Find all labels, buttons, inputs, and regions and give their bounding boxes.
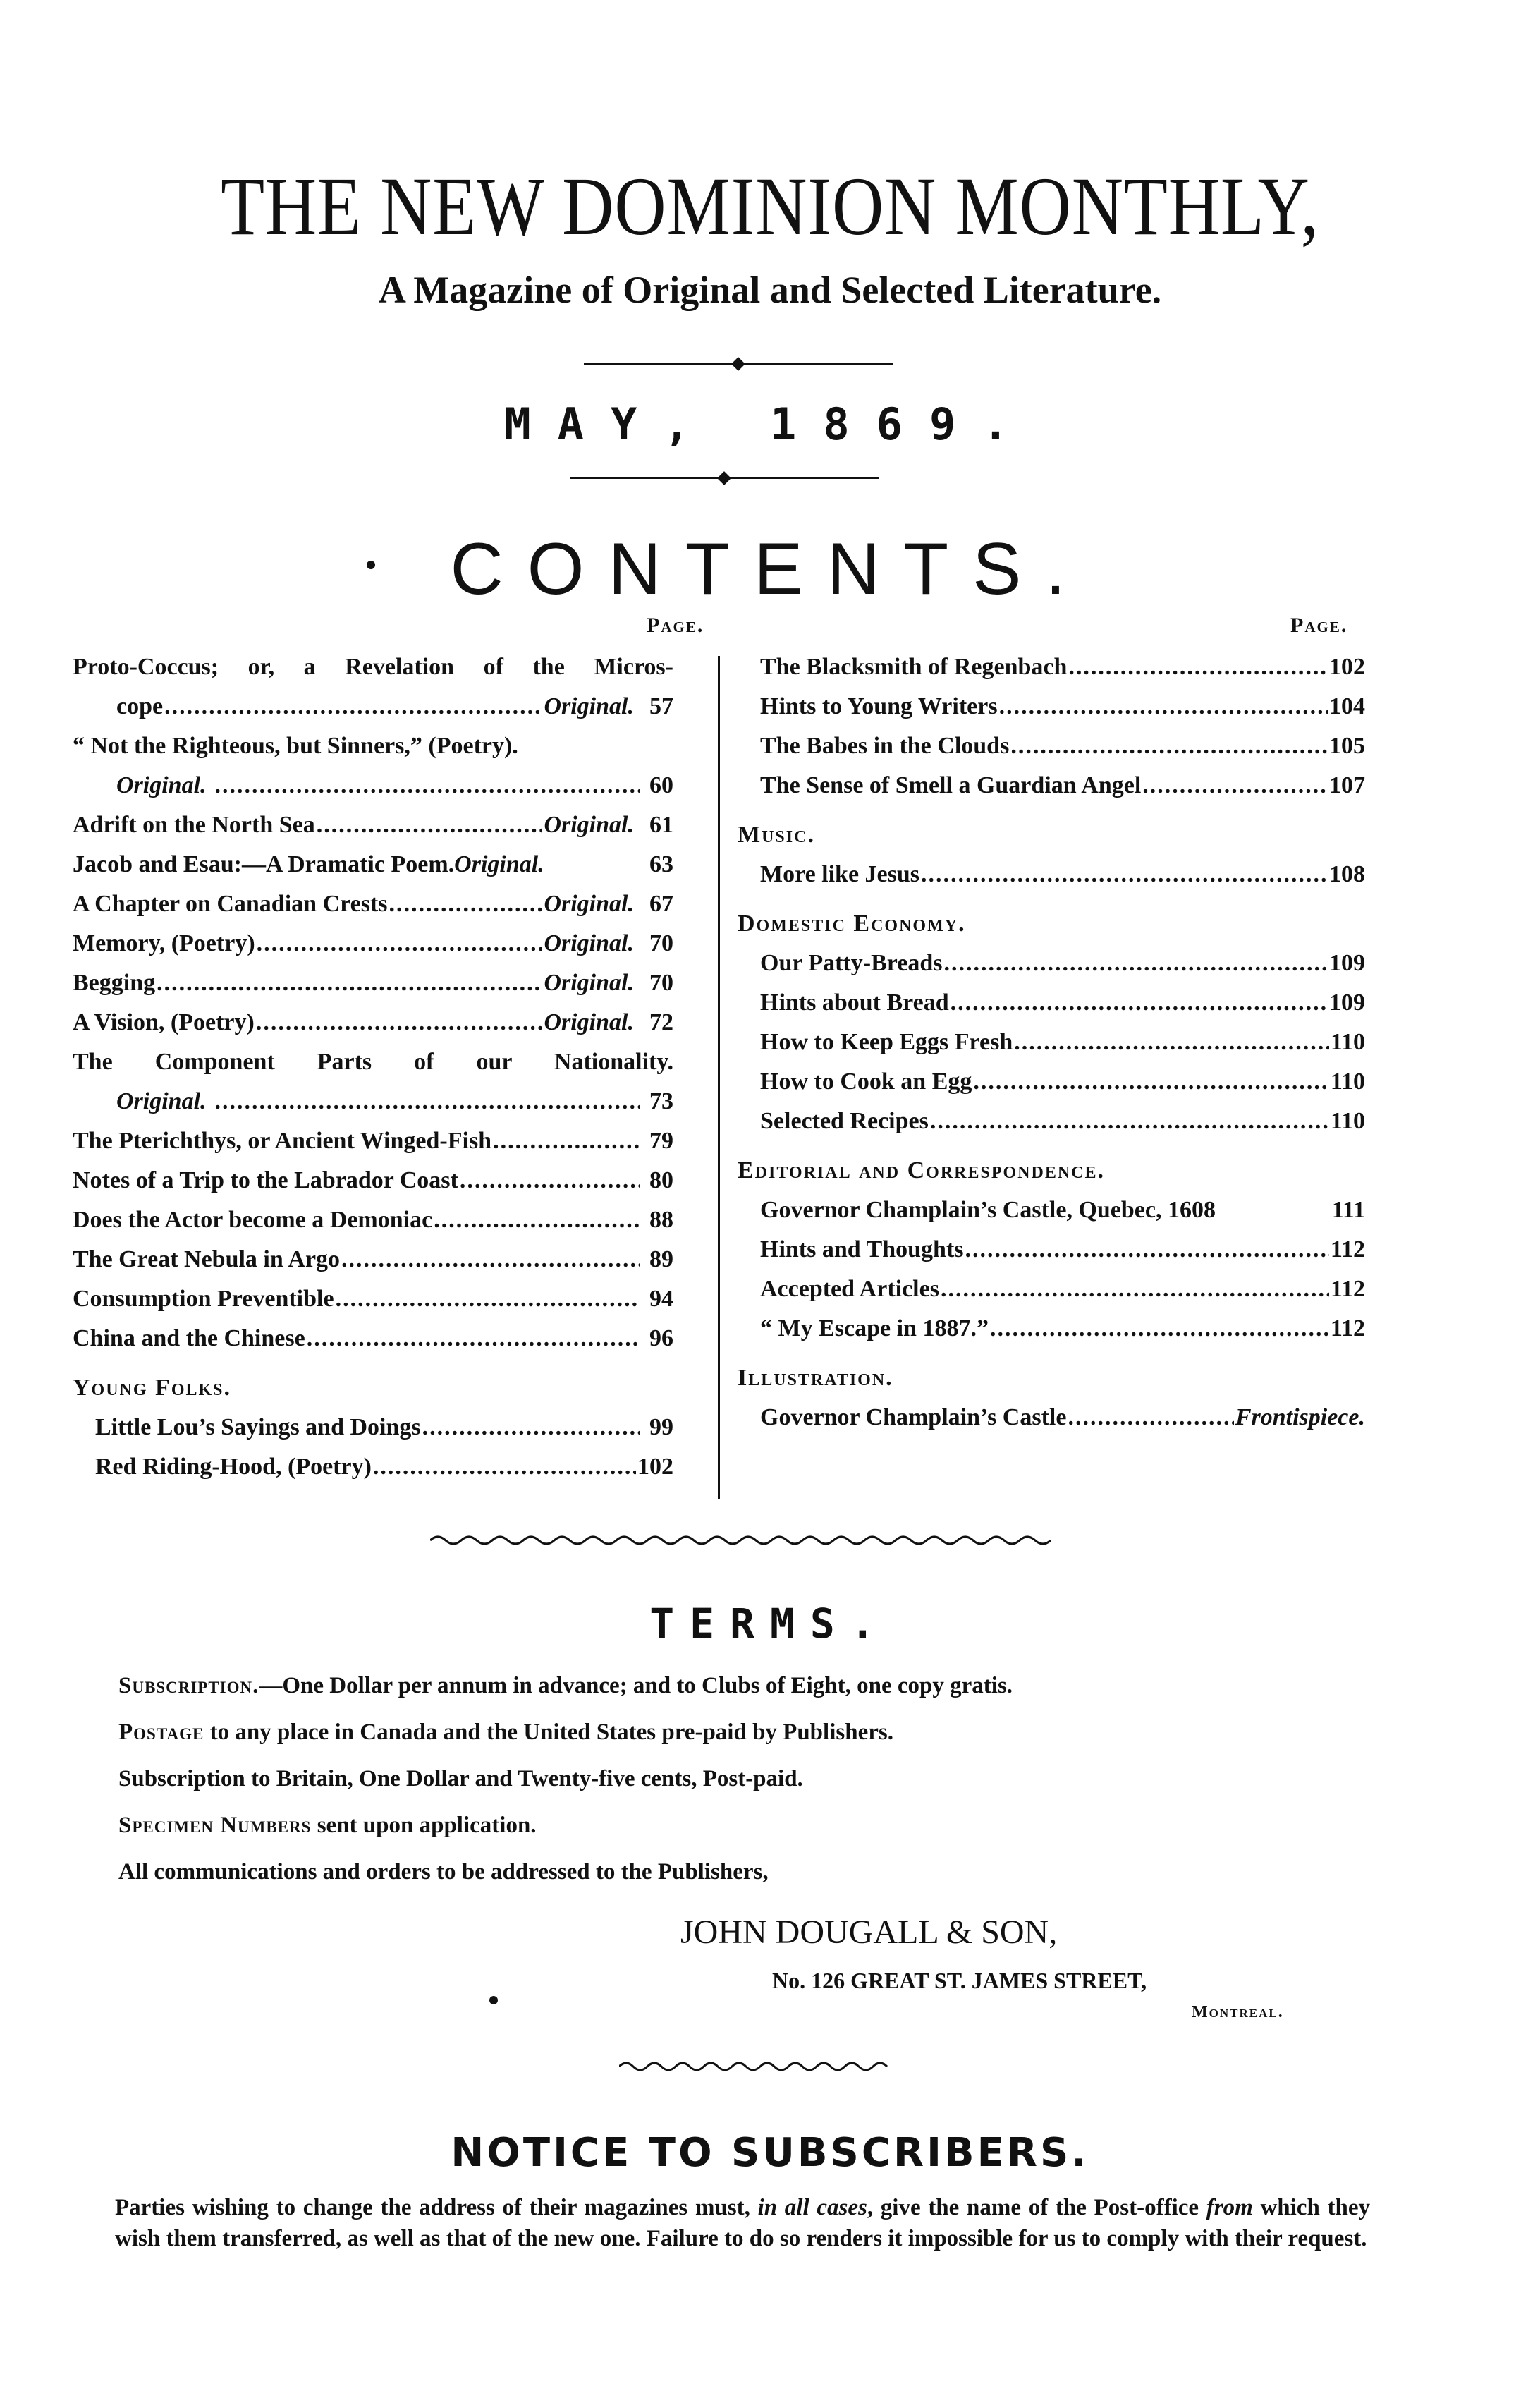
masthead-subtitle: A Magazine of Original and Selected Literature. <box>378 269 1162 311</box>
toc-entry: Proto-Coccus; or, a Revelation of the Micros- <box>73 654 673 680</box>
contents-right-column <box>738 647 1365 1437</box>
terms-specimen: Specimen Numbers sent upon application. <box>118 1813 537 1838</box>
terms-postage: Postage to any place in Canada and the United States pre-paid by Publishers. <box>118 1720 893 1745</box>
toc-entry: Governor Champlain’s Castle, Quebec, 1608 111 <box>760 1197 1365 1223</box>
toc-entry: Our Patty-Breads ..... 109 <box>738 944 1365 983</box>
toc-entry: The Component Parts of our Nationality. <box>73 1049 673 1075</box>
toc-entry: More like Jesus ..... 108 <box>738 855 1365 894</box>
terms-address-line: All communications and orders to be addressed to the Publishers, <box>118 1859 769 1885</box>
toc-entry: Little Lou’s Sayings and Doings ..... 99 <box>73 1408 673 1447</box>
toc-entry: Governor Champlain’s Castle ..... Frontispiece. <box>738 1398 1365 1437</box>
notice-heading: NOTICE TO SUBSCRIBERS. <box>451 2130 1089 2176</box>
wavy-divider-2 <box>619 2058 901 2075</box>
publisher-name: JOHN DOUGALL & SON, <box>680 1913 1058 1951</box>
column-divider <box>718 656 720 1499</box>
terms-heading: TERMS. <box>649 1600 891 1648</box>
section-heading-illustration: Illustration. <box>738 1365 893 1391</box>
terms-britain: Subscription to Britain, One Dollar and Twenty-five cents, Post-paid. <box>118 1766 803 1791</box>
toc-entry: A Vision, (Poetry) ..... Original. 72 <box>73 1003 673 1042</box>
toc-entry: The Babes in the Clouds ..... 105 <box>738 726 1365 766</box>
toc-entry: China and the Chinese ..... 96 <box>73 1319 673 1358</box>
toc-entry: Notes of a Trip to the Labrador Coast ..... 80 <box>73 1161 673 1200</box>
section-heading-music: Music. <box>738 822 815 848</box>
toc-entry: Hints about Bread ..... 109 <box>738 983 1365 1023</box>
contents-heading: CONTENTS. <box>450 528 1090 610</box>
section-heading-young-folks: Young Folks. <box>73 1375 232 1401</box>
toc-entry: Hints and Thoughts ..... 112 <box>738 1230 1365 1270</box>
toc-entry: “ Not the Righteous, but Sinners,” (Poetry). <box>73 733 518 759</box>
toc-entry: Selected Recipes ..... 110 <box>738 1102 1365 1141</box>
decorative-dot <box>489 1996 498 2004</box>
toc-entry: The Great Nebula in Argo ..... 89 <box>73 1240 673 1279</box>
terms-subscription: Subscription.—One Dollar per annum in advance; and to Clubs of Eight, one copy gratis. <box>118 1673 1013 1698</box>
toc-entry: A Chapter on Canadian Crests ..... Original. 67 <box>73 884 673 924</box>
toc-entry: Adrift on the North Sea ..... Original. 61 <box>73 805 673 845</box>
publisher-city: Montreal. <box>1192 2003 1284 2021</box>
toc-entry: How to Keep Eggs Fresh ..... 110 <box>738 1023 1365 1062</box>
publisher-address: No. 126 GREAT ST. JAMES STREET, <box>772 1968 1147 1993</box>
toc-entry: How to Cook an Egg ..... 110 <box>738 1062 1365 1102</box>
section-heading-editorial: Editorial and Correspondence. <box>738 1157 1106 1183</box>
toc-entry: Begging ..... Original. 70 <box>73 963 673 1003</box>
toc-entry: Hints to Young Writers ..... 104 <box>738 687 1365 726</box>
wavy-divider-1 <box>430 1532 1051 1549</box>
toc-entry: Does the Actor become a Demoniac ..... 88 <box>73 1200 673 1240</box>
toc-entry: Red Riding-Hood, (Poetry) ..... 102 <box>73 1447 673 1487</box>
contents-left-column <box>73 647 673 1487</box>
toc-entry: “ My Escape in 1887.” ..... 112 <box>738 1309 1365 1349</box>
toc-entry: The Blacksmith of Regenbach ..... 102 <box>738 647 1365 687</box>
toc-entry: Original. ..... 73 <box>73 1082 673 1121</box>
toc-entry: Consumption Preventible ..... 94 <box>73 1279 673 1319</box>
masthead-title: THE NEW DOMINION MONTHLY, <box>221 160 1319 252</box>
rule-diamond-2 <box>717 471 731 485</box>
toc-entry: Jacob and Esau:—A Dramatic Poem. Original. 63 <box>73 851 673 877</box>
toc-entry: The Sense of Smell a Guardian Angel ..... 107 <box>738 766 1365 805</box>
toc-entry: cope ..... Original. 57 <box>73 687 673 726</box>
notice-body: Parties wishing to change the address of their magazines must, in all cases, give the name of the Post-office from which they wish them transferred, as well as that of the new one. Failure to do so renders it impossible for us to comply with their request. <box>115 2195 1370 2251</box>
section-heading-domestic-economy: Domestic Economy. <box>738 911 966 937</box>
page-label-right: Page. <box>1290 614 1348 637</box>
toc-entry: Accepted Articles ..... 112 <box>738 1270 1365 1309</box>
rule-diamond-1 <box>731 357 745 371</box>
toc-entry: Original. ..... 60 <box>73 766 673 805</box>
toc-entry: Memory, (Poetry) ..... Original. 70 <box>73 924 673 963</box>
issue-date: MAY, 1869. <box>504 398 1036 450</box>
page-label-left: Page. <box>647 614 704 637</box>
toc-entry: The Pterichthys, or Ancient Winged-Fish ..... 79 <box>73 1121 673 1161</box>
